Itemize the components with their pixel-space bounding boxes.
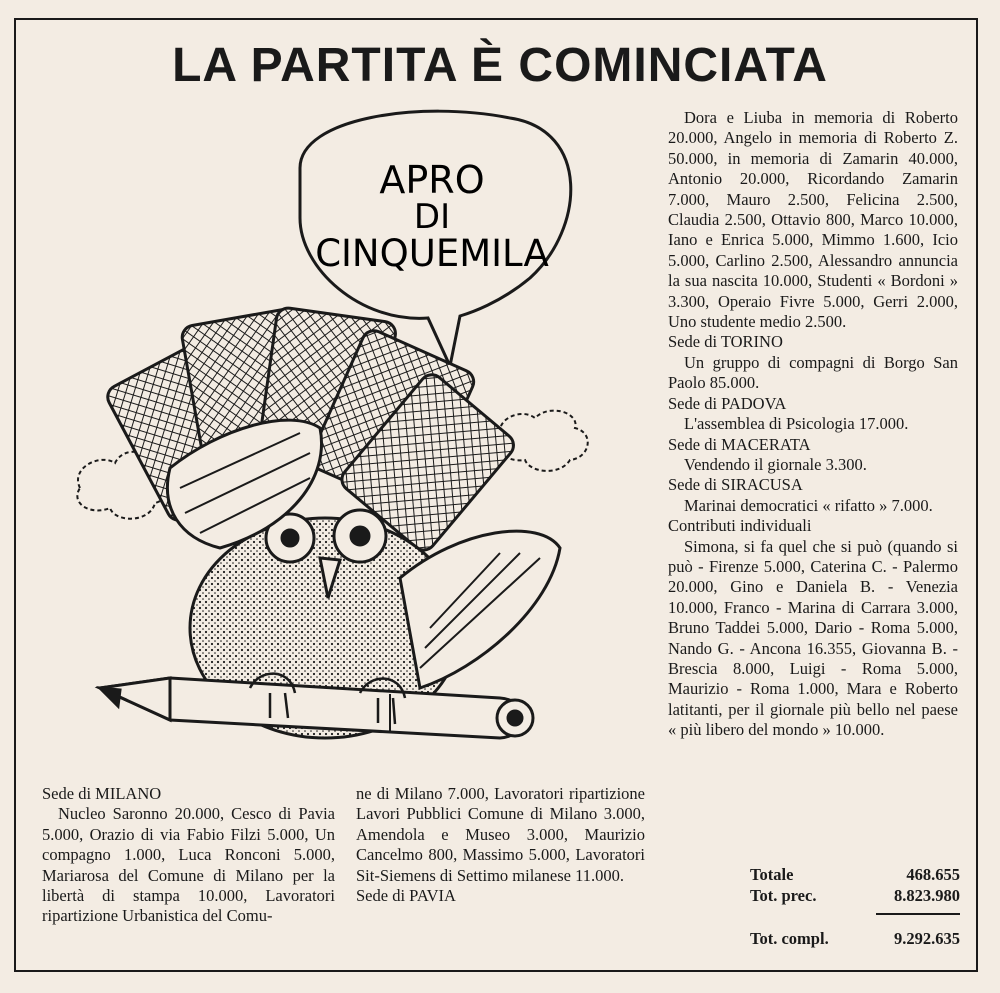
totals-divider (876, 913, 960, 915)
compl-label: Tot. compl. (750, 929, 829, 948)
totale-row (668, 865, 960, 886)
list-item: Vendendo il giornale 3.300. (684, 454, 867, 474)
bottom-column-b (356, 784, 645, 906)
section-heading: Sede di SIRACUSA (668, 475, 803, 495)
list-item: Marinai democratici « rifatto » 7.000. (684, 495, 933, 515)
list-item: Nucleo Saronno 20.000, Cesco di Pavia 5.000, Orazio di via Fabio Filzi 5.000, Un compagno 1.000, Luca Ronconi 5.000, Mariarosa del Comune di Milano per la libertà di stampa 10.000, Lavoratori ripartizione Urbanistica del Comu- (42, 804, 335, 926)
list-item: ne di Milano 7.000, Lavoratori ripartizione Lavori Pubblici Comune di Milano 3.000, Amendola e Museo 3.000, Maurizio Cancelmo 800, Massimo 5.000, Lavoratori Sit-Siemens di Settimo milanese 11.000. (356, 784, 645, 885)
bottom-column-a (42, 784, 335, 927)
list-item: Dora e Liuba in memoria di Roberto 20.000, Angelo in memoria di Roberto Z. 50.000, in memoria di Zamarin 40.000, Antonio 20.000, Ricordando Zamarin 7.000, Mauro 2.500, Felicina 2.500, Claudia 2.500, Ottavio 800, Marco 10.000, Iano e Enrica 5.000, Mimmo 1.600, Icio 5.000, Carlino 2.500, Alessandro annuncia la sua nascita 10.000, Studenti « Bordoni » 3.300, Operaio Fivre 5.000, Gerri 2.000, Uno studente medio 2.500. (668, 108, 958, 332)
totals-block (668, 865, 960, 948)
prec-label: Tot. prec. (750, 886, 817, 905)
section-heading: Sede di PAVIA (356, 886, 456, 906)
section-heading: Sede di TORINO (668, 332, 783, 352)
compl-value: 9.292.635 (894, 929, 960, 948)
section-heading: Sede di MILANO (42, 784, 162, 803)
list-item: Simona, si fa quel che si può (quando si può - Firenze 5.000, Caterina C. - Palermo 20.000, Gino e Daniela B. - Venezia 10.000, Franco - Marina di Carrara 3.000, Bruno Taddei 5.000, Dario - Roma 5.000, Nando G. - Ancona 16.355, Giovanna B. - Brescia 8.000, Luigi - Roma 5.000, Maurizio - Roma 1.000, Mara e Roberto latitanti, per il giornale più bello nel paese « più libero del mondo » 10.000. (668, 536, 958, 740)
speech-line-1: APRO (379, 158, 485, 202)
headline: LA PARTITA È COMINCIATA (172, 39, 828, 92)
list-item: L'assemblea di Psicologia 17.000. (684, 414, 909, 434)
right-column (668, 108, 958, 741)
section-heading: Contributi individuali (668, 516, 812, 536)
prec-value: 8.823.980 (894, 886, 960, 905)
totale-value: 468.655 (906, 865, 960, 884)
prec-row (668, 886, 960, 907)
list-item: Un gruppo di compagni di Borgo San Paolo 85.000. (668, 352, 958, 393)
totale-label: Totale (750, 865, 794, 884)
compl-row (668, 929, 960, 950)
speech-line-3: CINQUEMILA (315, 232, 549, 275)
owl-cards-illustration (60, 108, 660, 768)
section-heading: Sede di PADOVA (668, 393, 787, 413)
section-heading: Sede di MACERATA (668, 434, 811, 454)
speech-line-2: DI (413, 197, 451, 237)
